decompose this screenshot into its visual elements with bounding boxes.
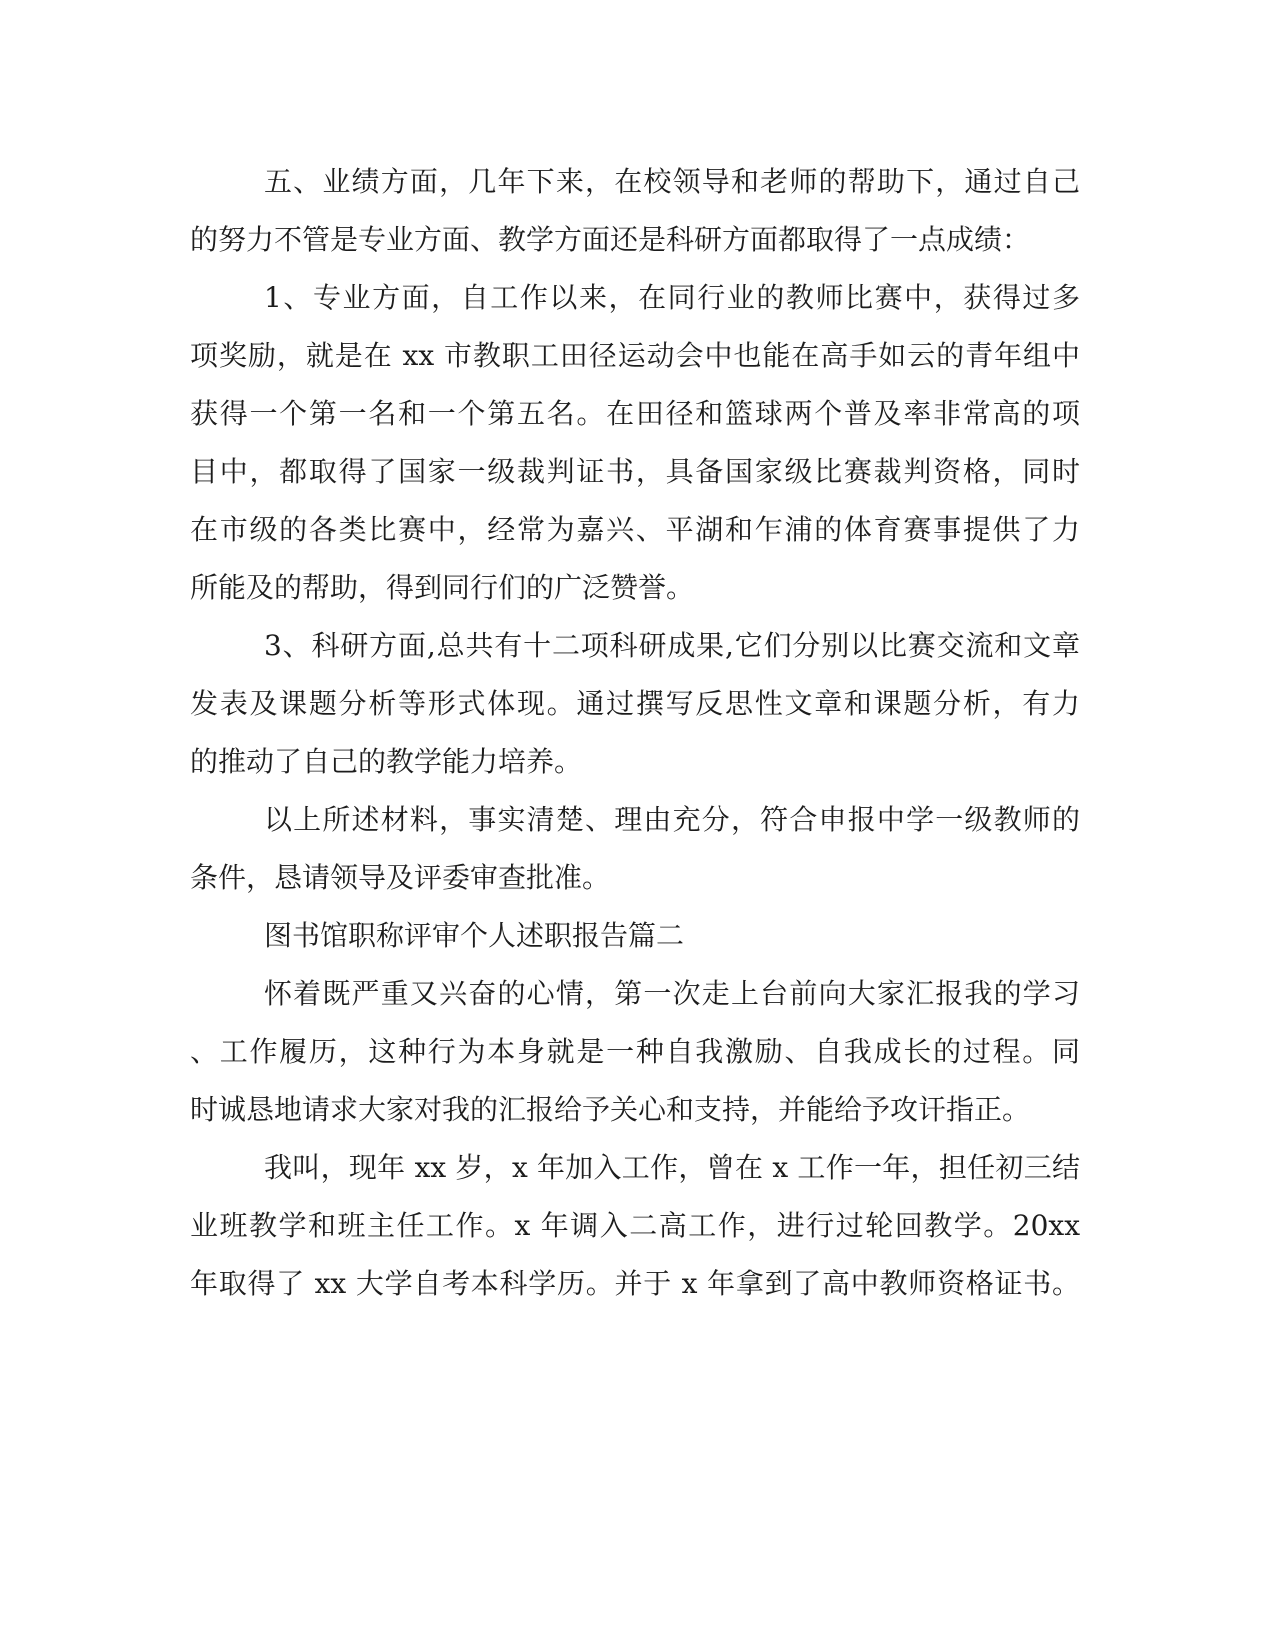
text-line: 时诚恳地请求大家对我的汇报给予关心和支持，并能给予攻讦指正。 (190, 1093, 1031, 1126)
text-line: 3、科研方面,总共有十二项科研成果,它们分别以比赛交流和文章 (264, 629, 1080, 662)
text-line: 、工作履历，这种行为本身就是一种自我激励、自我成长的过程。同 (190, 1035, 1080, 1068)
text-line: 怀着既严重又兴奋的心情，第一次走上台前向大家汇报我的学习 (264, 977, 1080, 1010)
text-line: 我叫，现年 xx 岁，x 年加入工作，曾在 x 工作一年，担任初三结 (264, 1151, 1080, 1184)
text-line: 五、业绩方面，几年下来，在校领导和老师的帮助下，通过自己 (264, 165, 1080, 198)
text-line: 目中，都取得了国家一级裁判证书，具备国家级比赛裁判资格，同时 (190, 455, 1080, 488)
text-line: 的努力不管是专业方面、教学方面还是科研方面都取得了一点成绩： (190, 223, 1031, 256)
text-line: 年取得了 xx 大学自考本科学历。并于 x 年拿到了高中教师资格证书。 (190, 1267, 1080, 1300)
section-heading: 图书馆职称评审个人述职报告篇二 (264, 919, 685, 952)
text-line: 所能及的帮助，得到同行们的广泛赞誉。 (190, 571, 695, 604)
text-line: 在市级的各类比赛中，经常为嘉兴、平湖和乍浦的体育赛事提供了力 (190, 513, 1080, 546)
text-line: 的推动了自己的教学能力培养。 (190, 745, 583, 778)
text-line: 业班教学和班主任工作。x 年调入二高工作，进行过轮回教学。20xx (190, 1209, 1080, 1242)
text-line: 发表及课题分析等形式体现。通过撰写反思性文章和课题分析，有力 (190, 687, 1080, 720)
text-line: 获得一个第一名和一个第五名。在田径和篮球两个普及率非常高的项 (190, 397, 1080, 430)
text-line: 以上所述材料，事实清楚、理由充分，符合申报中学一级教师的 (264, 803, 1080, 836)
text-line: 条件，恳请领导及评委审查批准。 (190, 861, 611, 894)
text-line: 1、专业方面，自工作以来，在同行业的教师比赛中，获得过多 (264, 281, 1080, 314)
text-line: 项奖励，就是在 xx 市教职工田径运动会中也能在高手如云的青年组中 (190, 339, 1080, 372)
